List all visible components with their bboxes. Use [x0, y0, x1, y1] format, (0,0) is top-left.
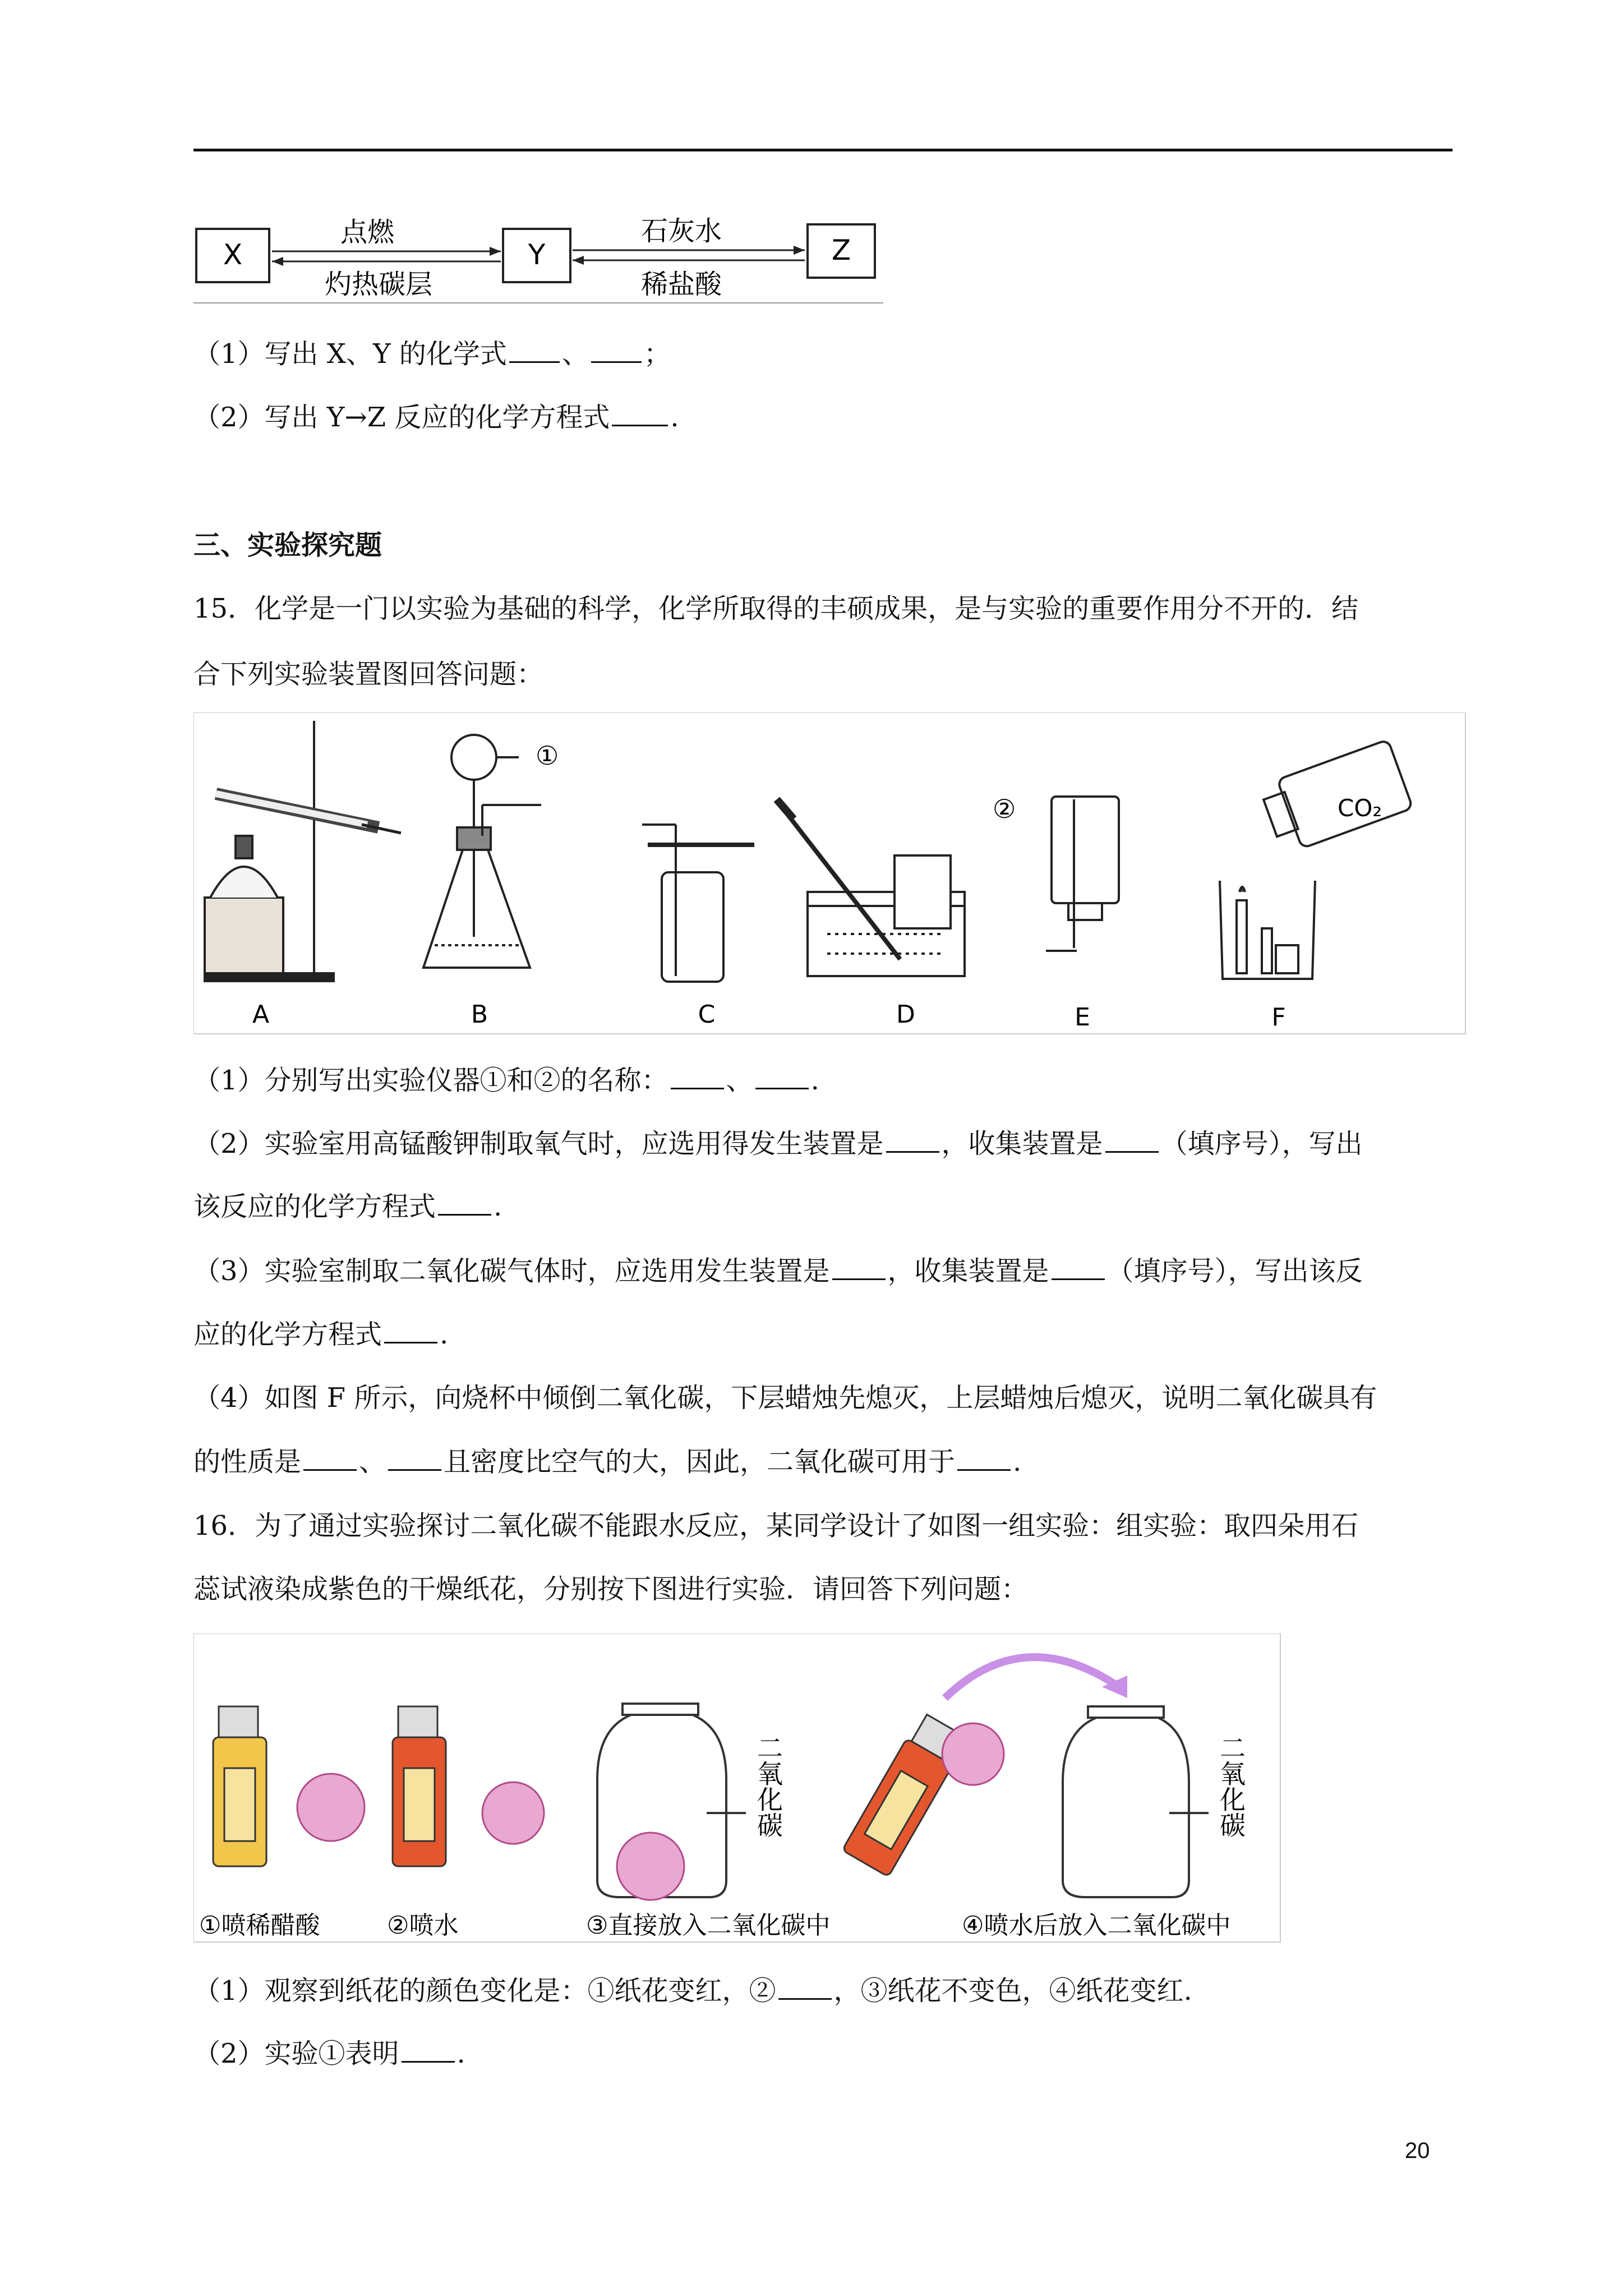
answer-blank[interactable] — [755, 1063, 809, 1089]
caption-1: ①喷稀醋酸 — [199, 1911, 320, 1940]
caption-3: ③直接放入二氧化碳中 — [586, 1911, 831, 1940]
node-x: X — [223, 238, 243, 271]
apparatus-d — [777, 799, 965, 976]
caption-2: ②喷水 — [387, 1911, 459, 1940]
q15-part3-line2: 应的化学方程式 . — [193, 1317, 448, 1351]
q15-part3-line1: （3）实验室制取二氧化碳气体时，应选用发生装置是 ，收集装置是 （填序号），写出该反 — [193, 1254, 1363, 1288]
arrow2-bottom-label: 稀盐酸 — [640, 269, 722, 300]
answer-blank[interactable] — [591, 337, 642, 363]
jar-label-4: 二氧化碳 — [1216, 1734, 1246, 1838]
q15-part4-line1: （4）如图 F 所示，向烧杯中倾倒二氧化碳，下层蜡烛先熄灭，上层蜡烛后熄灭，说明二氧化碳具有 — [193, 1382, 1377, 1414]
answer-blank[interactable] — [388, 1444, 441, 1471]
xyz-diagram — [193, 206, 889, 307]
apparatus-e — [1046, 797, 1119, 951]
apparatus-a — [205, 721, 401, 981]
apparatus-b — [423, 735, 541, 968]
answer-blank[interactable] — [957, 1444, 1011, 1471]
flower-icon — [482, 1782, 544, 1844]
label-e: E — [1075, 1003, 1090, 1032]
q15-part2-line1: （2）实验室用高锰酸钾制取氧气时，应选用得发生装置是 ，收集装置是 （填序号），写出 — [193, 1126, 1363, 1161]
answer-blank[interactable] — [671, 1063, 724, 1089]
spray-bottle-vinegar — [213, 1706, 266, 1866]
node-z: Z — [831, 234, 851, 266]
apparatus-figure — [193, 712, 1467, 1035]
q15-part1: （1）分别写出实验仪器①和②的名称： 、 . — [193, 1063, 819, 1097]
label-a: A — [252, 1000, 270, 1029]
flower-icon — [297, 1774, 365, 1841]
answer-blank[interactable] — [303, 1444, 357, 1471]
flower-icon — [617, 1833, 684, 1900]
q16-part2: （2）实验①表明 . — [193, 2036, 465, 2070]
jar-label-3: 二氧化碳 — [753, 1734, 783, 1838]
q16-part1: （1）观察到纸花的颜色变化是：①纸花变红，② ，③纸花不变色，④纸花变红. — [193, 1973, 1192, 2008]
page-number: 20 — [1405, 2138, 1430, 2163]
label-c: C — [698, 1000, 716, 1029]
q14-part1: （1）写出 X、Y 的化学式 、 ； — [193, 337, 671, 371]
answer-blank[interactable] — [509, 337, 560, 363]
header-rule — [193, 149, 1453, 151]
answer-blank[interactable] — [384, 1317, 437, 1343]
q15-part4-line2: 的性质是 、 且密度比空气的大，因此，二氧化碳可用于 . — [193, 1444, 1021, 1479]
answer-blank[interactable] — [402, 2036, 455, 2063]
arrow2-top-label: 石灰水 — [640, 215, 722, 247]
answer-blank[interactable] — [778, 1973, 832, 2000]
spray-bottle-water — [393, 1706, 446, 1866]
svg-text:②: ② — [993, 794, 1016, 824]
node-y: Y — [528, 238, 546, 271]
apparatus-c — [642, 825, 754, 982]
q16-intro-1: 16．为了通过实验探讨二氧化碳不能跟水反应，某同学设计了如图一组实验：组实验：取四朵用石 — [193, 1510, 1359, 1542]
arrow1-bottom-label: 灼热碳层 — [324, 269, 433, 300]
q15-intro-2: 合下列实验装置图回答问题： — [193, 659, 544, 690]
transfer-arrow — [945, 1657, 1119, 1698]
label-f: F — [1271, 1003, 1286, 1032]
q14-part2: （2）写出 Y→Z 反应的化学方程式 . — [193, 400, 679, 434]
svg-text:①: ① — [536, 740, 559, 771]
q15-intro-1: 15．化学是一门以实验为基础的科学，化学所取得的丰硕成果，是与实验的重要作用分不开的．结 — [193, 593, 1359, 624]
gas-label: CO₂ — [1338, 794, 1382, 822]
flower-experiment-figure — [193, 1634, 1281, 1948]
caption-4: ④喷水后放入二氧化碳中 — [962, 1911, 1231, 1940]
answer-blank[interactable] — [1105, 1126, 1159, 1153]
answer-blank[interactable] — [438, 1189, 491, 1216]
gas-jar-4 — [1063, 1706, 1209, 1897]
answer-blank[interactable] — [886, 1126, 939, 1153]
label-d: D — [896, 1000, 915, 1029]
flower-icon — [942, 1723, 1004, 1785]
section-title: 三、实验探究题 — [193, 530, 382, 561]
arrow1-top-label: 点燃 — [340, 217, 395, 248]
q16-intro-2: 蕊试液染成紫色的干燥纸花，分别按下图进行实验．请回答下列问题： — [193, 1573, 1029, 1605]
answer-blank[interactable] — [832, 1254, 886, 1280]
label-b: B — [471, 1000, 488, 1029]
apparatus-f — [1220, 739, 1413, 979]
answer-blank[interactable] — [612, 400, 668, 426]
answer-blank[interactable] — [1052, 1254, 1105, 1280]
q15-part2-line2: 该反应的化学方程式 . — [193, 1189, 502, 1223]
